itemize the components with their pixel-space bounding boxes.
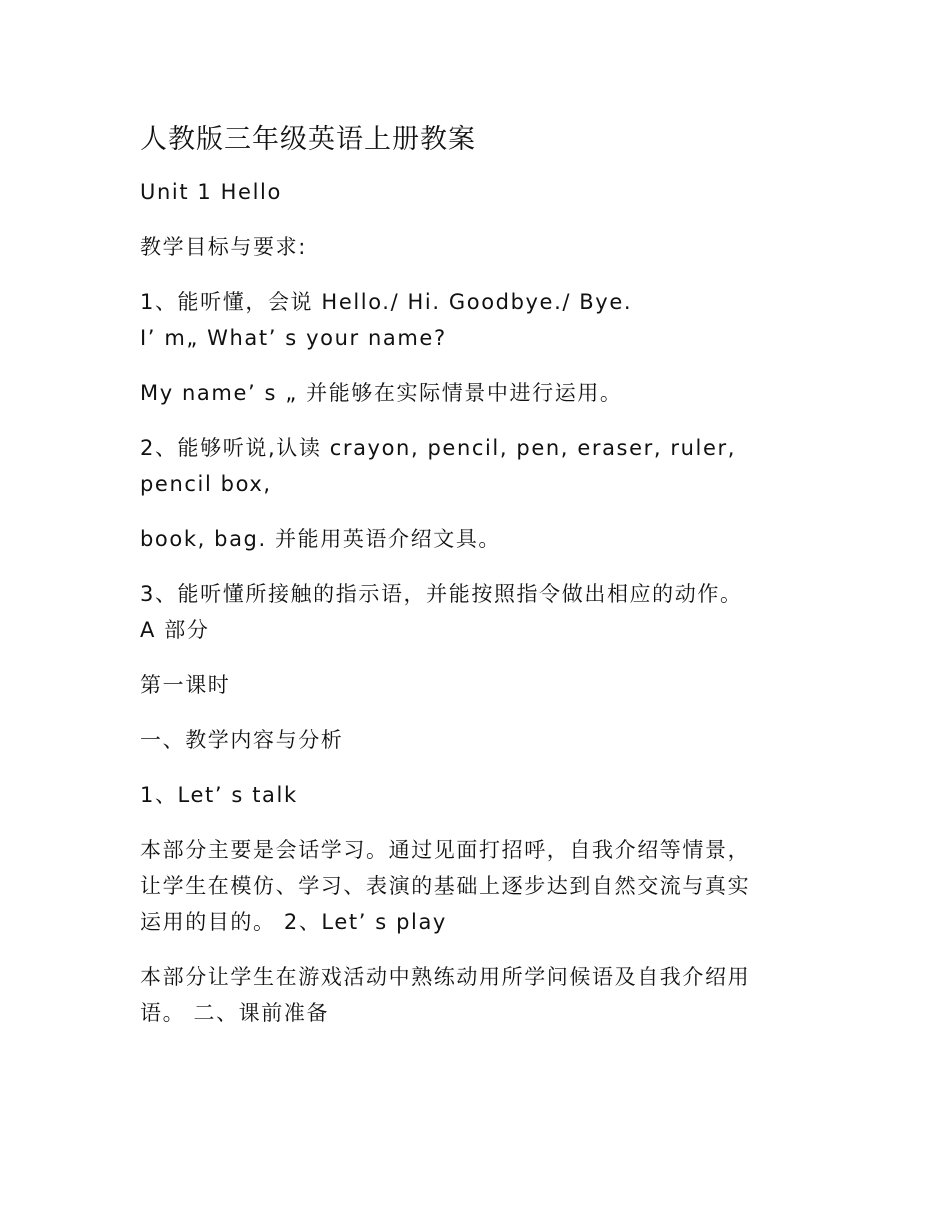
text-line: 1、Let’ s talk: [140, 783, 298, 807]
text-line: 本部分让学生在游戏活动中熟练动用所学问候语及自我介绍用: [140, 965, 751, 989]
text-line: pencil box,: [140, 472, 272, 496]
text-line: 1、能听懂，会说 Hello./ Hi. Goodbye./ Bye.: [140, 290, 633, 314]
paragraph-objective-1: [140, 284, 820, 356]
paragraph-play-description: [140, 959, 820, 1031]
text-line: 3、能听懂所接触的指示语，并能按照指令做出相应的动作。: [140, 582, 743, 606]
text-line: 本部分主要是会话学习。通过见面打招呼，自我介绍等情景，: [140, 838, 751, 862]
text-line: 2、能够听说,认读 crayon, pencil, pen, eraser, ruler,: [140, 436, 737, 460]
text-line: A 部分: [140, 618, 210, 642]
document-body: [140, 118, 820, 1050]
paragraph-lesson-heading: [140, 667, 820, 703]
text-line: 让学生在模仿、学习、表演的基础上逐步达到自然交流与真实: [140, 874, 751, 898]
paragraph-talk-description: [140, 832, 820, 940]
text-line: book, bag. 并能用英语介绍文具。: [140, 527, 502, 551]
text-line: 一、教学内容与分析: [140, 728, 344, 752]
paragraph-objectives-heading: [140, 229, 820, 265]
paragraph-unit-heading: [140, 174, 820, 210]
paragraph-objective-2-continued: [140, 521, 820, 557]
text-line: 教学目标与要求:: [140, 235, 307, 259]
paragraph-objective-3: [140, 576, 820, 648]
document-title: 人教版三年级英语上册教案: [140, 124, 476, 155]
text-line: 第一课时: [140, 673, 231, 697]
text-line: I’ m„ What’ s your name?: [140, 326, 447, 350]
text-line: My name’ s „ 并能够在实际情景中进行运用。: [140, 381, 623, 405]
text-line: 语。 二、课前准备: [140, 1001, 330, 1025]
paragraph-objective-1-continued: [140, 375, 820, 411]
text-line: 运用的目的。 2、Let’ s play: [140, 910, 447, 934]
paragraph-section-heading: [140, 722, 820, 758]
paragraph-objective-2: [140, 430, 820, 502]
paragraph-lets-talk: [140, 777, 820, 813]
text-line: Unit 1 Hello: [140, 180, 282, 204]
